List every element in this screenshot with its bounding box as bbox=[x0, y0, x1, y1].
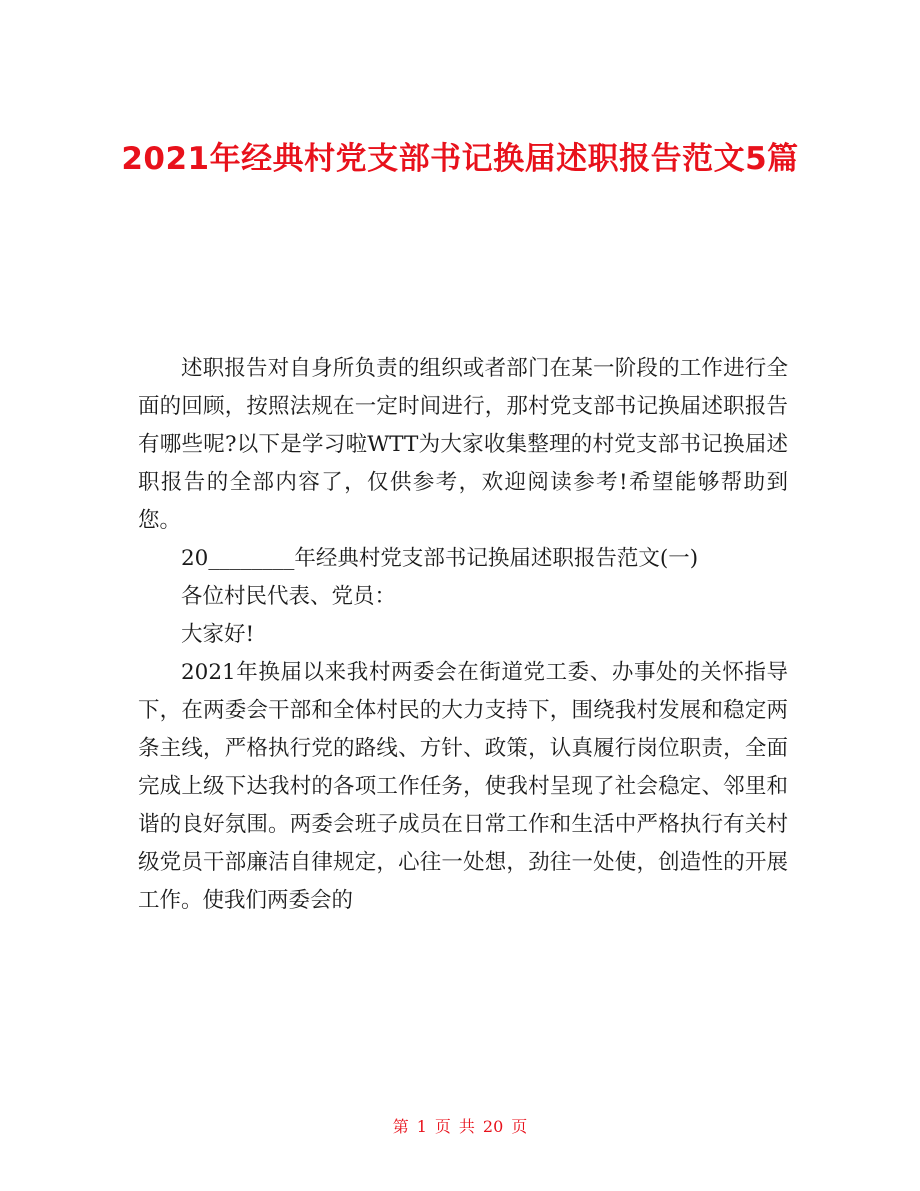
section-heading: 20________年经典村党支部书记换届述职报告范文(一) bbox=[181, 546, 699, 571]
footer-label-total-unit: 页 bbox=[511, 1117, 528, 1136]
page-footer bbox=[0, 1114, 920, 1137]
body-paragraph: 2021年换届以来我村两委会在街道党工委、办事处的关怀指导下，在两委会干部和全体村民的大力支持下，围绕我村发展和稳定两条主线，严格执行党的路线、方针、政策，认真履行岗位职责，全面完成上级下达我村的各项工作任务，使我村呈现了社会稳定、邻里和谐的良好氛围。两委会班子成员在日常工作和生活中严格执行有关村级党员干部廉洁自律规定，心往一处想，劲往一处使，创造性的开展工作。使我们两委会的 bbox=[138, 660, 788, 913]
salutation: 各位村民代表、党员： bbox=[181, 584, 397, 609]
footer-label-page-unit: 页 bbox=[434, 1117, 451, 1136]
intro-paragraph: 述职报告对自身所负责的组织或者部门在某一阶段的工作进行全面的回顾，按照法规在一定时间进行，那村党支部书记换届述职报告有哪些呢?以下是学习啦WTT为大家收集整理的村党支部书记换届述职报告的全部内容了，仅供参考，欢迎阅读参考!希望能够帮助到您。 bbox=[138, 356, 788, 533]
footer-total-pages: 20 bbox=[482, 1117, 504, 1136]
document-body bbox=[138, 350, 788, 920]
greeting: 大家好! bbox=[181, 622, 255, 647]
document-title: 2021年经典村党支部书记换届述职报告范文5篇 bbox=[121, 140, 799, 177]
footer-current-page: 1 bbox=[416, 1117, 427, 1136]
footer-label-total: 共 bbox=[458, 1117, 475, 1136]
footer-label-page: 第 bbox=[392, 1117, 409, 1136]
